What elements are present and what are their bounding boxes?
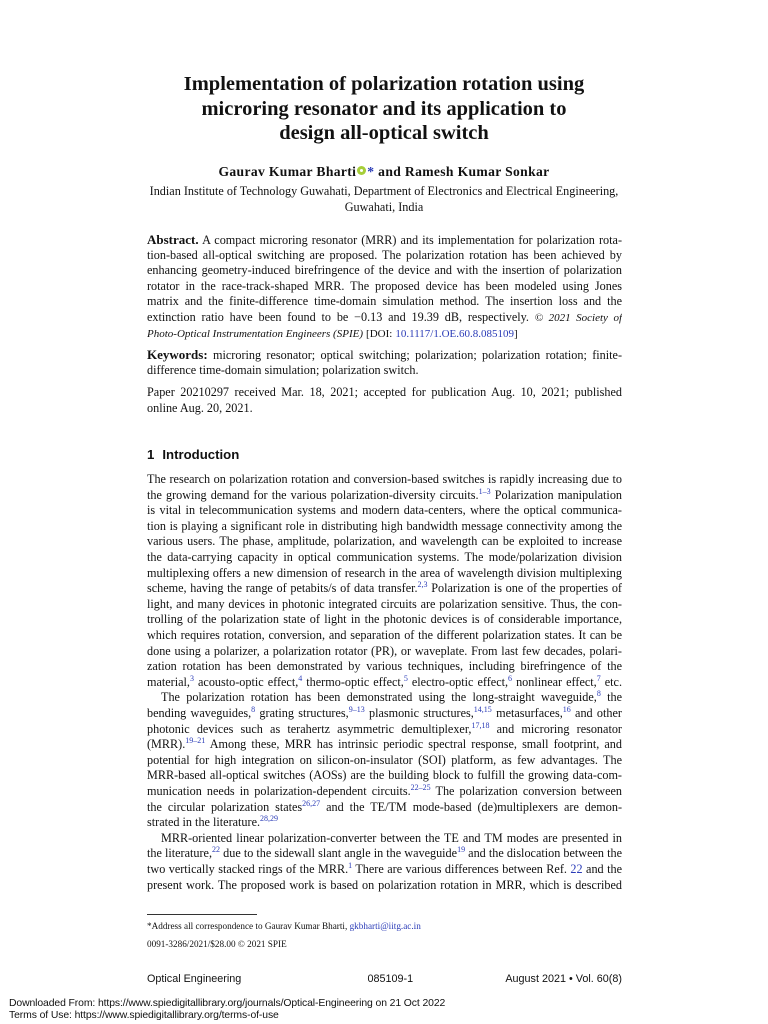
body-line: done using a polarizer, a polarization rotator (PR), or waveplate. From last few decades, polari- xyxy=(147,643,622,658)
body-line: various users. The phase, amplitude, polarization, and wavelength can be exploited to increase xyxy=(147,534,622,549)
author-first[interactable]: Gaurav Kumar Bharti xyxy=(218,164,357,179)
body-text: and the dislocation between the xyxy=(465,846,622,861)
abstract xyxy=(147,232,622,341)
doi-link[interactable]: 10.1117/1.OE.60.8.085109 xyxy=(395,327,515,340)
paper-title xyxy=(120,72,648,146)
paper-info-text: online Aug. 20, 2021. xyxy=(147,400,253,415)
citation-link[interactable]: 19–21 xyxy=(185,737,206,746)
body-text: Polarization is one of the properties of xyxy=(427,581,622,596)
author-second[interactable]: Ramesh Kumar Sonkar xyxy=(404,164,550,179)
abstract-text: A compact microring resonator (MRR) and its implementation for polarization rota- xyxy=(202,233,622,247)
citation-link[interactable]: 19 xyxy=(457,846,466,855)
body-text: the xyxy=(600,690,622,705)
abstract-text: rotator in the race-track-shaped MRR. The proposed device has been modeled using Jones xyxy=(147,278,622,293)
body-text: thermo-optic effect, xyxy=(302,674,404,689)
body-text: There are various differences between Ref. xyxy=(352,861,567,876)
body-text: two vertically stacked rings of the MRR. xyxy=(147,861,349,876)
citation-link[interactable]: 4 xyxy=(298,674,303,683)
citation-link[interactable]: 16 xyxy=(562,705,571,714)
title-line: design all-optical switch xyxy=(279,122,489,144)
body-line: potential for high integration on silicon-on-insulator (SOI) platform, as few advantages. The xyxy=(147,752,622,767)
body-line: is vital in telecommunication systems and modern data-centers, where the optical communica- xyxy=(147,503,622,518)
keywords-text: difference time-domain simulation; polarization switch. xyxy=(147,362,419,377)
copyright-notice: © 2021 Society of xyxy=(534,311,622,324)
correspondence-footnote xyxy=(147,921,421,931)
body-text: and microring resonator xyxy=(489,721,622,736)
body-line: light, and many devices in photonic integrated circuits are polarization sensitive. Thus, the con- xyxy=(147,596,622,611)
paper-info xyxy=(147,385,622,416)
body-text: metasurfaces, xyxy=(491,705,563,720)
citation-link[interactable]: 1–3 xyxy=(478,487,491,496)
body-text: the literature, xyxy=(147,846,213,861)
citation-link[interactable]: 3 xyxy=(189,674,194,683)
body-line: present work. The proposed work is based on polarization rotation in MRR, which is described xyxy=(147,877,622,892)
article-number: 085109-1 xyxy=(367,973,414,985)
abstract-text: enhancing geometry-induced birefringence of the device and with the insertion of polarization xyxy=(147,263,622,278)
issue-info xyxy=(505,973,622,985)
body-text: and other xyxy=(570,705,622,720)
body-line: MRR-oriented linear polarization-converter between the TE and TM modes are presented in xyxy=(161,830,622,845)
journal-name: Optical Engineering xyxy=(147,973,242,985)
body-text: scheme, having the range of petabits/s of data transfer. xyxy=(147,581,418,596)
copyright-society: Photo-Optical Instrumentation Engineers (SPIE) xyxy=(147,327,363,340)
keywords xyxy=(147,347,622,378)
body-text: plasmonic structures, xyxy=(364,705,474,720)
body-line: tion is playing a significant role in distributing high bandwidth message connectivity among the xyxy=(147,518,622,533)
citation-link[interactable]: 1 xyxy=(348,861,353,870)
body-text: Polarization manipulation xyxy=(490,487,622,502)
body-text: bending waveguides, xyxy=(147,705,252,720)
abstract-text: extinction ratio have been found to be −0.13 and 19.39 dB, respectively. xyxy=(147,309,529,324)
body-text: acousto-optic effect, xyxy=(193,674,299,689)
citation-link[interactable]: 17,18 xyxy=(471,721,490,730)
title-line: Implementation of polarization rotation using xyxy=(183,73,585,95)
citation-link[interactable]: 8 xyxy=(596,690,601,699)
citation-link[interactable]: 14,15 xyxy=(473,705,492,714)
body-text: grating structures, xyxy=(255,705,349,720)
author-connector: and xyxy=(374,164,405,179)
abstract-text: matrix and the finite-difference time-domain simulation method. The insertion loss and the xyxy=(147,294,622,309)
author-list xyxy=(0,164,768,180)
download-notice: Downloaded From: https://www.spiedigitallibrary.org/journals/Optical-Engineering on 21 Oct 2022 xyxy=(9,998,446,1009)
body-text: material, xyxy=(147,674,190,689)
body-line: zation rotation has been demonstrated by various techniques, including birefringence of the xyxy=(147,659,622,674)
issue-date: August 2021 xyxy=(505,973,566,985)
body-text: nonlinear effect, xyxy=(512,674,597,689)
volume-number: Vol. 60(8) xyxy=(575,973,622,985)
section-title: Introduction xyxy=(162,447,240,462)
doi-close: ] xyxy=(514,327,518,340)
citation-link[interactable]: 22 xyxy=(212,846,221,855)
bullet-separator: • xyxy=(568,973,573,985)
citation-link[interactable]: 7 xyxy=(596,674,601,683)
body-text: and the TE/TM mode-based (de)multiplexers are demon- xyxy=(320,799,622,814)
body-text: etc. xyxy=(600,674,622,689)
citation-link[interactable]: 28,29 xyxy=(260,815,279,824)
affiliation-line: Guwahati, India xyxy=(344,200,424,214)
body-text: strated in the literature. xyxy=(147,815,261,830)
body-line: The research on polarization rotation and conversion-based switches is rapidly increasing due to xyxy=(147,472,622,486)
keywords-text: microring resonator; optical switching; polarization; polarization rotation; finite- xyxy=(213,348,622,362)
citation-link[interactable]: 22–25 xyxy=(410,783,431,792)
reference-link[interactable]: 22 xyxy=(570,861,583,876)
intro-paragraph-3 xyxy=(147,831,622,893)
body-text: Among these, MRR has intrinsic periodic spectral response, small footprint, and xyxy=(205,737,622,752)
email-link[interactable]: gkbharti@iitg.ac.in xyxy=(349,921,421,931)
citation-link[interactable]: 8 xyxy=(251,705,256,714)
orcid-icon[interactable] xyxy=(357,166,366,175)
section-heading xyxy=(147,447,239,462)
running-footer xyxy=(147,973,622,985)
doi-open: [DOI: xyxy=(366,327,393,340)
terms-of-use-notice: Terms of Use: https://www.spiedigitallibrary.org/terms-of-use xyxy=(9,1010,279,1021)
body-text: (MRR). xyxy=(147,737,186,752)
issn-footnote: 0091-3286/2021/$28.00 © 2021 SPIE xyxy=(147,939,287,949)
body-text: due to the sidewall slant angle in the waveguide xyxy=(220,846,458,861)
body-text: munication needs in polarization-dependent circuits. xyxy=(147,783,411,798)
body-line: MRR-based all-optical switches (AOSs) are the building block to fulfill the growing data-com- xyxy=(147,768,622,783)
body-text: the growing demand for the various polarization-diversity circuits. xyxy=(147,487,479,502)
citation-link[interactable]: 5 xyxy=(403,674,408,683)
citation-link[interactable]: 2,3 xyxy=(417,581,428,590)
title-line: microring resonator and its application to xyxy=(201,97,567,120)
abstract-text: tion-based all-optical switching are proposed. The polarization rotation has been achieved by xyxy=(147,247,622,262)
citation-link[interactable]: 9–13 xyxy=(348,705,365,714)
body-text: The polarization conversion between xyxy=(430,783,622,798)
body-line: multiplexing offers a new dimension of research in the area of wavelength division multiplexing xyxy=(147,565,622,580)
intro-paragraph-2 xyxy=(147,690,622,830)
footnote-text: *Address all correspondence to Gaurav Kumar Bharti, xyxy=(147,921,348,931)
citation-link[interactable]: 6 xyxy=(508,674,513,683)
keywords-label: Keywords: xyxy=(147,347,208,362)
footnote-divider xyxy=(147,914,257,915)
body-line: the data-carrying capacity in optical communication systems. The mode/polarization division xyxy=(147,549,622,564)
intro-paragraph-1 xyxy=(147,472,622,690)
abstract-label: Abstract. xyxy=(147,232,199,247)
citation-link[interactable]: 26,27 xyxy=(302,799,321,808)
body-text: The polarization rotation has been demonstrated using the long-straight waveguide, xyxy=(161,690,597,705)
affiliation xyxy=(140,183,628,215)
affiliation-line: Indian Institute of Technology Guwahati, Department of Electronics and Electrical Engineering, xyxy=(149,184,619,198)
body-text: the circular polarization states xyxy=(147,799,303,814)
body-text: photonic devices such as terahertz asymmetric demultiplexer, xyxy=(147,721,472,736)
body-text: and the xyxy=(582,861,622,876)
corresponding-author-mark[interactable]: * xyxy=(367,164,375,179)
paper-info-text: Paper 20210297 received Mar. 18, 2021; accepted for publication Aug. 10, 2021; published xyxy=(147,385,622,399)
body-text: electro-optic effect, xyxy=(407,674,509,689)
body-line: trolling of the polarization state of light in the photonic devices is of considerable importance, xyxy=(147,612,622,627)
section-number: 1 xyxy=(147,447,155,462)
body-line: which requires rotation, conversion, and separation of the different polarization states. It can be xyxy=(147,627,622,642)
